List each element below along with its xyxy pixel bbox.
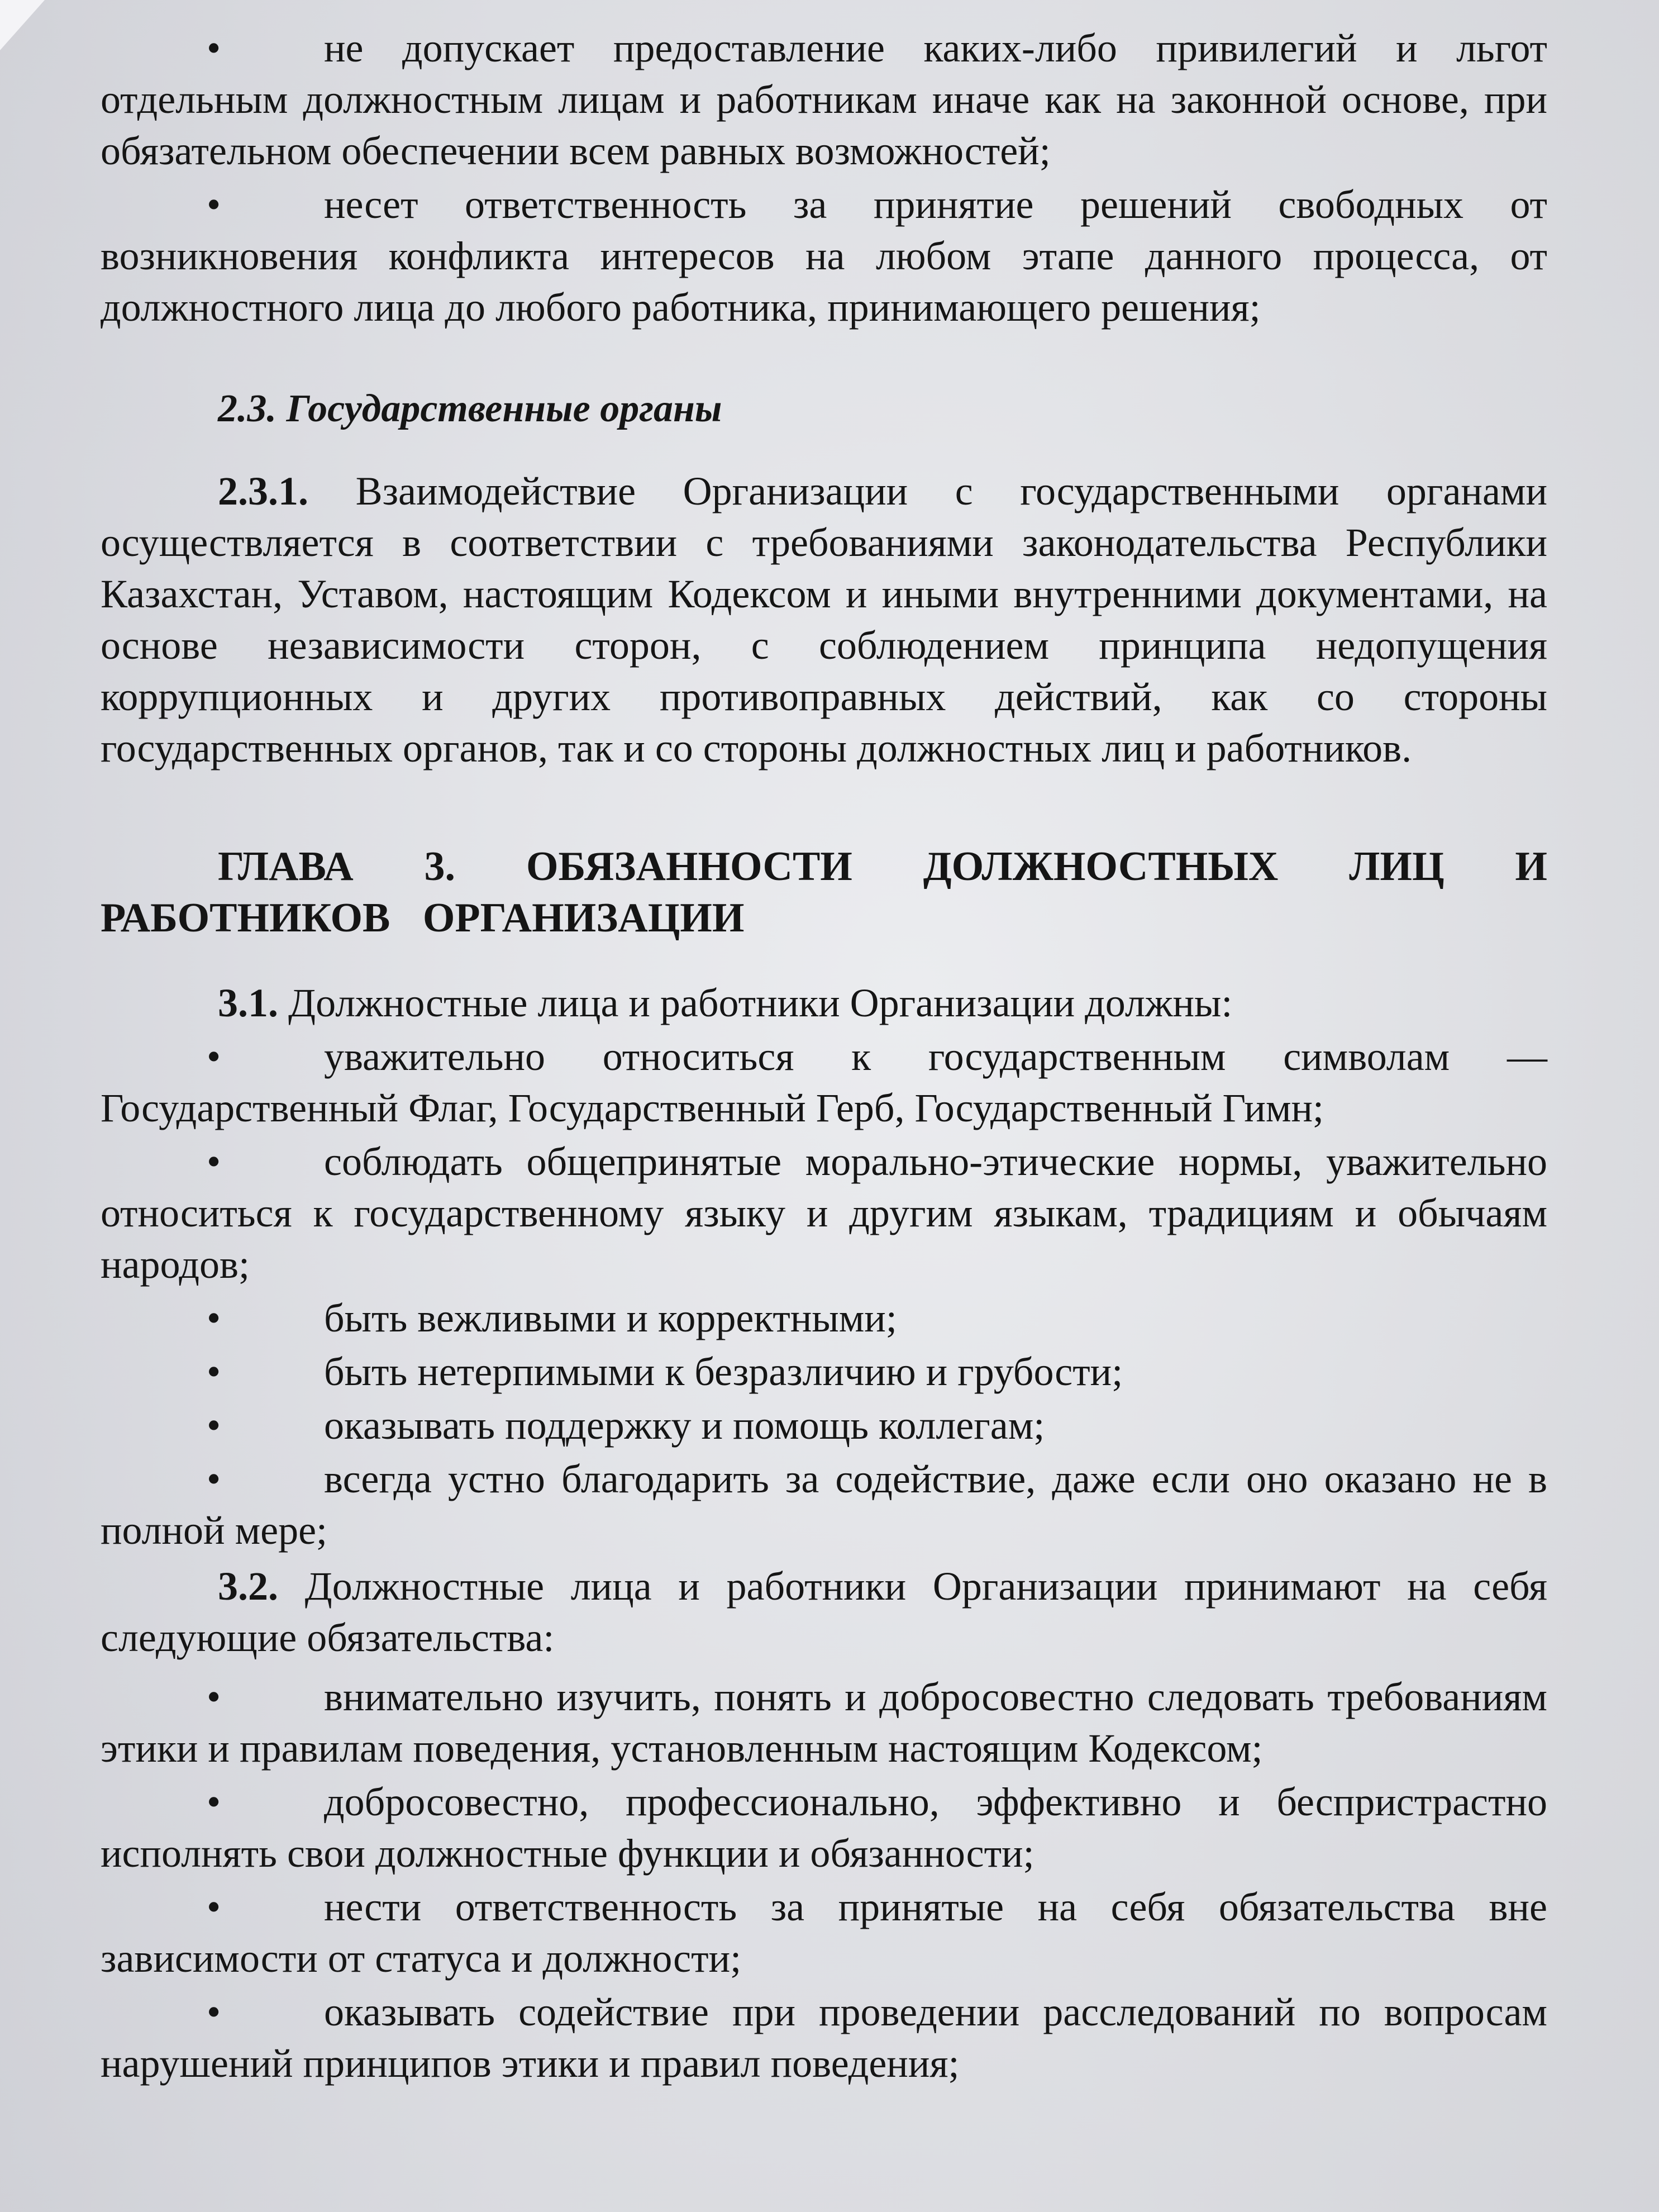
list-item-text: добросовестно, профессионально, эффективно и беспристрастно исполнять свои должностные функции и обязанности; [101, 1780, 1547, 1876]
bullet-icon: • [207, 1885, 221, 1929]
list-item-text: уважительно относиться к государственным символам — Государственный Флаг, Государственный Герб, Государственный Гимн; [101, 1034, 1547, 1130]
list-item [101, 1292, 1547, 1344]
bullet-icon: • [207, 1457, 221, 1501]
bullet-icon: • [207, 1139, 221, 1184]
list-item-text: внимательно изучить, понять и добросовестно следовать требованиям этики и правилам поведения, установленным настоящим Кодексом; [101, 1675, 1547, 1771]
clause-number: 3.1. [218, 981, 278, 1025]
list-item [101, 22, 1547, 177]
clause-text: Должностные лица и работники Организации принимают на себя следующие обязательства: [101, 1564, 1548, 1660]
list-item-text: соблюдать общепринятые морально-этические нормы, уважительно относиться к государственному языку и другим языкам, традициям и обычаям народов; [101, 1139, 1547, 1287]
bullet-icon: • [207, 1990, 221, 2034]
clause-text: Должностные лица и работники Организации должны: [288, 981, 1233, 1025]
bullet-icon: • [207, 182, 221, 227]
list-item [101, 1400, 1547, 1451]
list-item-text: быть вежливыми и корректными; [324, 1296, 897, 1340]
list-item [101, 1346, 1547, 1397]
section-3-2-list [101, 1671, 1547, 2089]
clause-text: Взаимодействие Организации с государственными органами осуществляется в соответствии с требованиями законодательства Республики Казахстан, Уставом, настоящим Кодексом и иными внутренними документами, на основе независимости сторон, с соблюдением принципа недопущения коррупционных и других противоправных действий, как со стороны государственных органов, так и со стороны должностных лиц и работников. [101, 469, 1547, 770]
list-item [101, 179, 1547, 333]
bullet-icon: • [207, 1349, 221, 1394]
clause-number: 3.2. [218, 1564, 278, 1609]
document-body [101, 22, 1547, 2091]
bullet-icon: • [207, 1675, 221, 1719]
list-item [101, 1776, 1547, 1879]
list-item-text: оказывать содействие при проведении расследований по вопросам нарушений принципов этики и правил поведения; [101, 1990, 1547, 2086]
clause-number: 2.3.1. [218, 469, 308, 513]
list-item [101, 1453, 1547, 1556]
intro-bullet-list [101, 22, 1547, 333]
bullet-icon: • [207, 1034, 221, 1079]
list-item-text: быть нетерпимыми к безразличию и грубости; [324, 1349, 1123, 1394]
chapter-title: ГЛАВА 3. ОБЯЗАННОСТИ ДОЛЖНОСТНЫХ ЛИЦ И РАБОТНИКОВ ОРГАНИЗАЦИИ [101, 844, 1547, 941]
list-item [101, 1031, 1547, 1134]
list-item-text: нести ответственность за принятые на себя обязательства вне зависимости от статуса и должности; [101, 1885, 1547, 1981]
clause-3-1 [101, 977, 1547, 1029]
section-3-1-list [101, 1031, 1547, 1556]
clause-2-3-1 [101, 465, 1547, 774]
list-item [101, 1136, 1547, 1290]
list-item-text: несет ответственность за принятие решений свободных от возникновения конфликта интересов на любом этапе данного процесса, от должностного лица до любого работника, принимающего решения; [101, 182, 1547, 330]
list-item [101, 1986, 1547, 2089]
bullet-icon: • [207, 1403, 221, 1448]
list-item-text: не допускает предоставление каких-либо привилегий и льгот отдельным должностным лицам и работникам иначе как на законной основе, при обязательном обеспечении всем равных возможностей; [101, 26, 1547, 173]
list-item-text: оказывать поддержку и помощь коллегам; [324, 1403, 1045, 1448]
list-item-text: всегда устно благодарить за содействие, даже если оно оказано не в полной мере; [101, 1457, 1547, 1553]
clause-3-2 [101, 1561, 1547, 1663]
bullet-icon: • [207, 1296, 221, 1340]
folded-page-corner [0, 0, 45, 50]
list-item [101, 1881, 1547, 1984]
bullet-icon: • [207, 1780, 221, 1824]
bullet-icon: • [207, 26, 221, 70]
list-item [101, 1671, 1547, 1774]
section-heading-2-3: 2.3. Государственные органы [218, 387, 722, 430]
